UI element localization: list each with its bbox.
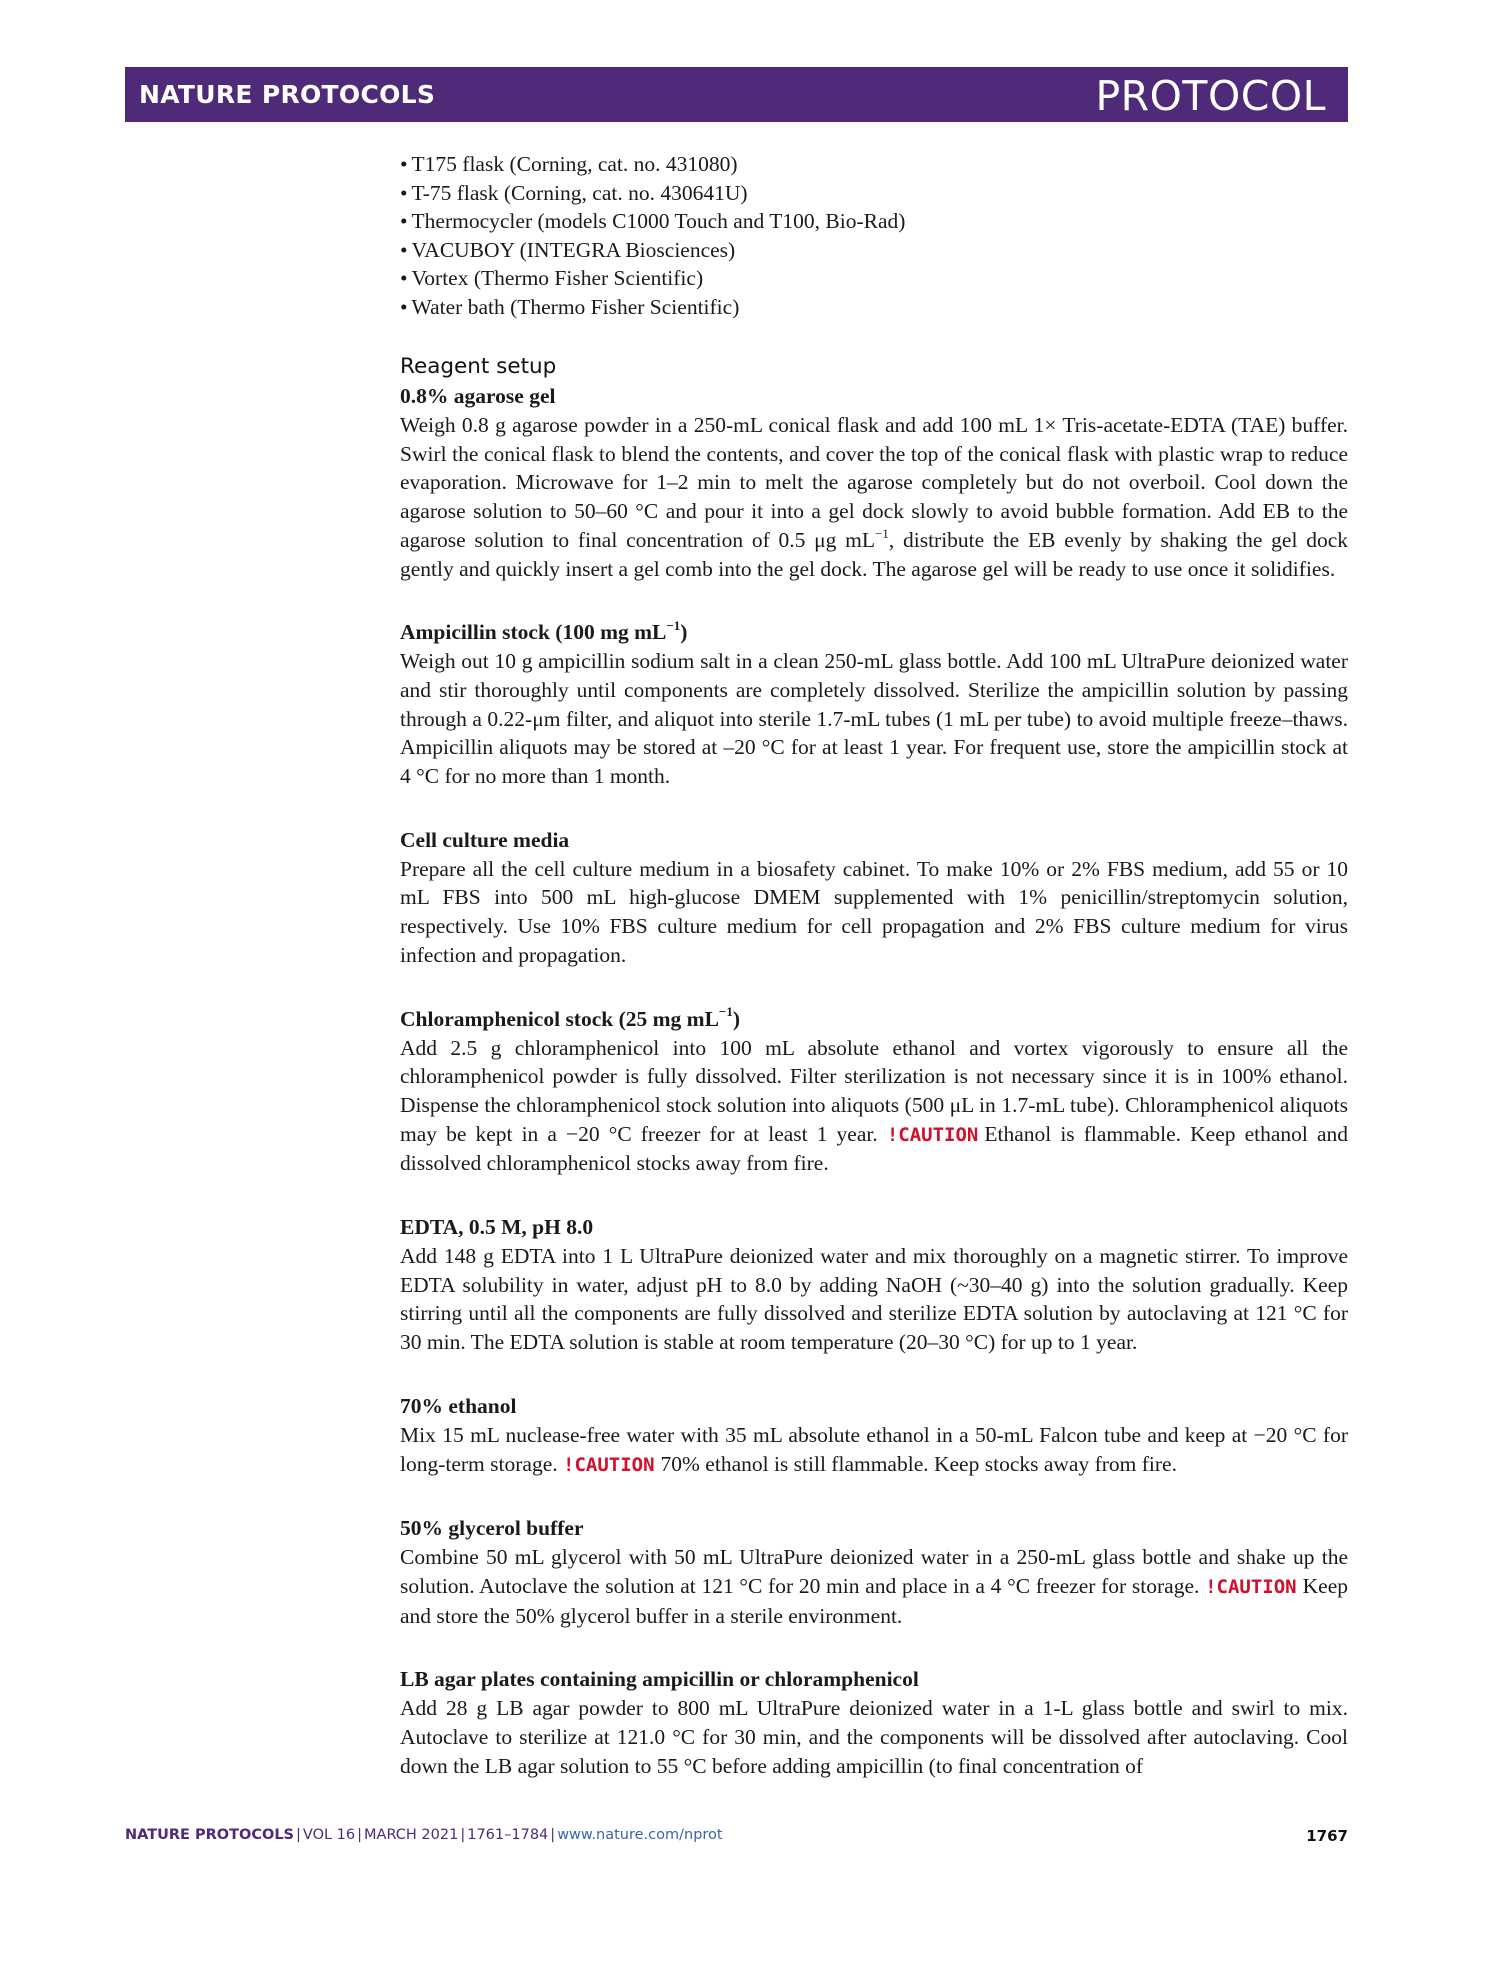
entry-title: EDTA, 0.5 M, pH 8.0 [400,1215,594,1240]
list-item: • Vortex (Thermo Fisher Scientific) [400,264,1348,293]
article-type: PROTOCOL [1095,72,1326,120]
reagent-entry-agarose [400,382,1348,583]
reagent-entry-ampicillin [400,618,1348,791]
title-text: ) [732,1006,741,1031]
body-text: Ethanol is flammable. Keep ethanol and dissolved chloramphenicol stocks away from fire. [400,1121,1348,1176]
entry-title [400,618,1348,647]
entry-body: Add 28 g LB agar powder to 800 mL UltraPure deionized water in a 1-L glass bottle and swirl to mix. Autoclave to sterilize at 121.0 °C for 30 min, and the components will be dissolved after autoclaving. Cool down the LB agar solution to 55 °C before adding ampicillin (to final concentration of [400,1696,1348,1778]
entry-body [400,1543,1348,1630]
entry-title: LB agar plates containing ampicillin or chloramphenicol [400,1667,919,1692]
body-text: 70% ethanol is still flammable. Keep stocks away from fire. [660,1451,1177,1476]
reagent-entry-glycerol [400,1514,1348,1630]
body-text: Keep and store the 50% glycerol buffer in a sterile environment. [400,1573,1348,1628]
list-item: • T-75 flask (Corning, cat. no. 430641U) [400,179,1348,208]
entry-body [400,1034,1348,1179]
entry-title: 0.8% agarose gel [400,384,556,408]
body-text: Weigh 0.8 g agarose powder in a 250-mL conical flask and add 100 mL 1× Tris-acetate-EDTA (TAE) buffer. Swirl the conical flask to blend the contents, and cover the top of the conical flask with plastic wrap to reduce evaporation. Microwave for 1–2 min to melt the agarose completely but do not overboil. Cool down the agarose solution to 50–60 °C and pour it into a gel dock slowly to avoid bubble formation. Add EB to the agarose solution to final concentration of 0.5 μg mL [400,413,1348,552]
entry-body: Add 148 g EDTA into 1 L UltraPure deionized water and mix thoroughly on a magnetic stirrer. To improve EDTA solubility in water, adjust pH to 8.0 by adding NaOH (~30–40 g) into the solution gradually. Keep stirring until all the components are fully dissolved and sterilize EDTA solution by autoclaving at 121 °C for 30 min. The EDTA solution is stable at room temperature (20–30 °C) for up to 1 year. [400,1244,1348,1355]
reagent-entry-edta [400,1213,1348,1357]
body-text: , distribute the EB evenly by shaking the gel dock gently and quickly insert a gel comb into the gel dock. The agarose gel will be ready to use once it solidifies. [400,527,1348,581]
superscript: −1 [875,525,889,541]
body-text: Combine 50 mL glycerol with 50 mL UltraPure deionized water in a 250-mL glass bottle and shake up the solution. Autoclave the solution at 121 °C for 20 min and place in a 4 °C freezer for storage. [400,1545,1348,1598]
equipment-list [400,150,1348,321]
list-item: • Thermocycler (models C1000 Touch and T100, Bio-Rad) [400,207,1348,236]
caution-label: !CAUTION [1205,1575,1297,1598]
list-item: • VACUBOY (INTEGRA Biosciences) [400,236,1348,265]
title-text: Chloramphenicol stock (25 mg mL [400,1006,719,1031]
entry-title: 50% glycerol buffer [400,1516,584,1541]
page-number: 1767 [1306,1827,1348,1845]
entry-body [400,1421,1348,1479]
reagent-entry-chloramphenicol [400,1005,1348,1179]
list-item: • Water bath (Thermo Fisher Scientific) [400,293,1348,322]
footer-date: MARCH 2021 [364,1827,459,1843]
entry-title: Cell culture media [400,827,570,852]
reagent-entry-media [400,826,1348,970]
divider: | [296,1827,301,1843]
section-heading: Reagent setup [400,354,557,379]
entry-title: 70% ethanol [400,1393,517,1418]
caution-label: !CAUTION [886,1123,979,1146]
entry-body: Prepare all the cell culture medium in a biosafety cabinet. To make 10% or 2% FBS medium, add 55 or 10 mL FBS into 500 mL high-glucose DMEM supplemented with 1% penicillin/streptomycin solution, respectively. Use 10% FBS culture medium for cell propagation and 2% FBS culture medium for virus infection and propagation. [400,856,1348,967]
journal-banner [125,67,1348,122]
footer-volume: VOL 16 [302,1827,356,1843]
page-footer [125,1827,1348,1843]
entry-body [400,411,1348,583]
divider: | [357,1827,363,1843]
footer-url-link[interactable]: www.nature.com/nprot [557,1827,723,1843]
reagent-entry-lb-agar [400,1665,1348,1780]
body-text: Mix 15 mL nuclease-free water with 35 mL absolute ethanol in a 50-mL Falcon tube and keep at −20 °C for long-term storage. [400,1422,1348,1476]
footer-pages: 1761–1784 [467,1827,549,1843]
caution-label: !CAUTION [563,1453,655,1476]
superscript: −1 [718,1004,733,1020]
list-item: • T175 flask (Corning, cat. no. 431080) [400,150,1348,179]
title-text: Ampicillin stock (100 mg mL [400,620,667,645]
title-text: ) [680,620,688,645]
footer-journal: NATURE PROTOCOLS [125,1827,295,1843]
divider: | [550,1827,556,1843]
reagent-entry-ethanol [400,1392,1348,1479]
entry-title [400,1005,1348,1034]
divider: | [460,1827,466,1843]
journal-name: NATURE PROTOCOLS [139,80,436,109]
page-content [400,150,1348,1816]
entry-body: Weigh out 10 g ampicillin sodium salt in a clean 250-mL glass bottle. Add 100 mL UltraPure deionized water and stir thoroughly until components are completely dissolved. Sterilize the ampicillin solution by passing through a 0.22-μm filter, and aliquot into sterile 1.7-mL tubes (1 mL per tube) to avoid multiple freeze–thaws. Ampicillin aliquots may be stored at –20 °C for at least 1 year. For frequent use, store the ampicillin stock at 4 °C for no more than 1 month. [400,649,1348,789]
body-text: Add 2.5 g chloramphenicol into 100 mL absolute ethanol and vortex vigorously to ensure all the chloramphenicol powder is fully dissolved. Filter sterilization is not necessary since it is in 100% ethanol. Dispense the chloramphenicol stock solution into aliquots (500 μL in 1.7-mL tube). Chloramphenicol aliquots may be kept in a −20 °C freezer for at least 1 year. [400,1035,1348,1146]
superscript: −1 [666,618,681,634]
